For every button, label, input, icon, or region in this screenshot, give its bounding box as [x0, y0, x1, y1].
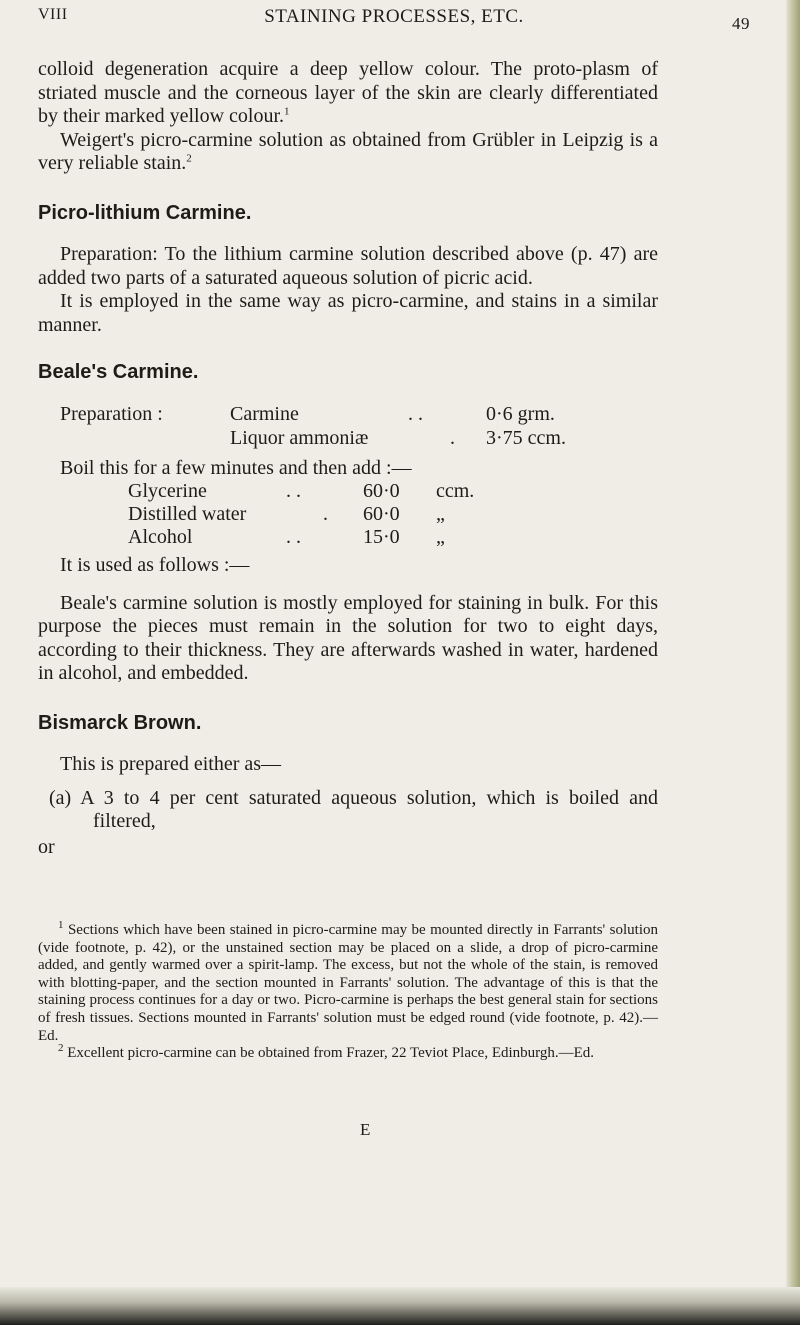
- mixture-list: [38, 480, 658, 552]
- footnote-mark: 1: [58, 919, 64, 931]
- page-number: 49: [732, 14, 750, 33]
- paragraph: It is employed in the same way as picro-carmine, and stains in a similar manner.: [38, 290, 658, 336]
- chapter-number: VIII: [38, 6, 68, 23]
- section-heading: Bismarck Brown.: [38, 711, 202, 734]
- main-text: [38, 58, 658, 859]
- paragraph: Beale's carmine solution is mostly employed for staining in bulk. For this purpose the pieces must remain in the solution for two to eight days, according to their thickness. They are afterwards washed in water, hardened in alcohol, and embedded.: [38, 591, 658, 684]
- signature-mark: E: [360, 1120, 371, 1139]
- footnotes: [38, 919, 659, 1063]
- section-heading: Beale's Carmine.: [38, 361, 199, 383]
- scan-shadow: [0, 1287, 800, 1325]
- footnote-mark: 2: [58, 1042, 64, 1055]
- paragraph: Preparation: To the lithium carmine solution described above (p. 47) are added two parts of a saturated aqueous solution of picric acid.: [38, 243, 658, 289]
- footnote-ref: 2: [186, 152, 192, 165]
- mixture-row: Alcohol . . 15·0 „: [128, 526, 445, 548]
- paragraph: Weigert's picro-carmine solution as obtained from Grübler in Leipzig is a very reliable stain.$^2$: [38, 128, 658, 174]
- mixture-row: Distilled water . 60·0 „: [128, 503, 445, 525]
- footnote: $^2$ Excellent picro-carmine can be obtained from Frazer, 22 Teviot Place, Edinburgh.—Ed.: [58, 1042, 595, 1062]
- mixture-row: Glycerine . . 60·0 ccm.: [128, 480, 475, 502]
- footnote-ref: 1: [284, 105, 290, 118]
- running-header: [38, 4, 750, 32]
- list-item: (a) A 3 to 4 per cent saturated aqueous solution, which is boiled and filtered,: [49, 786, 658, 832]
- running-title: STAINING PROCESSES, ETC.: [264, 6, 524, 27]
- section-heading: Picro-lithium Carmine.: [38, 201, 252, 224]
- paragraph: It is used as follows :—: [60, 554, 250, 576]
- paragraph: This is prepared either as—: [60, 753, 282, 775]
- paragraph: or: [38, 835, 55, 858]
- preparation-label: Preparation :: [60, 402, 163, 425]
- footnote: $^1$ Sections which have been stained in picro-carmine may be mounted directly in Farrants' solution (vide footnote, p. 42), or the unstained section may be placed on a slide, a drop of picro-carmine added, and gently warmed over a spirit-lamp. The excess, but not the whole of the stain, is removed with blotting-paper, and the section mounted in Farrants' solution. The advantage of this is that the staining process continues for a day or two. Picro-carmine is perhaps the best general stain for sections of fresh tissues. Sections mounted in Farrants' solution must be edged round (vide footnote, p. 42).—Ed.: [38, 919, 659, 1044]
- paragraph: Boil this for a few minutes and then add :—: [60, 456, 412, 479]
- paragraph: colloid degeneration acquire a deep yellow colour. The proto-plasm of striated muscle and the corneous layer of the skin are clearly differentiated by their marked yellow colour.$^1$: [38, 58, 658, 127]
- ingredient-list: Preparation : Carmine . . 0·6 grm. Liquor ammoniæ . 3·75 ccm.: [60, 402, 566, 449]
- page-edge: [786, 0, 800, 1325]
